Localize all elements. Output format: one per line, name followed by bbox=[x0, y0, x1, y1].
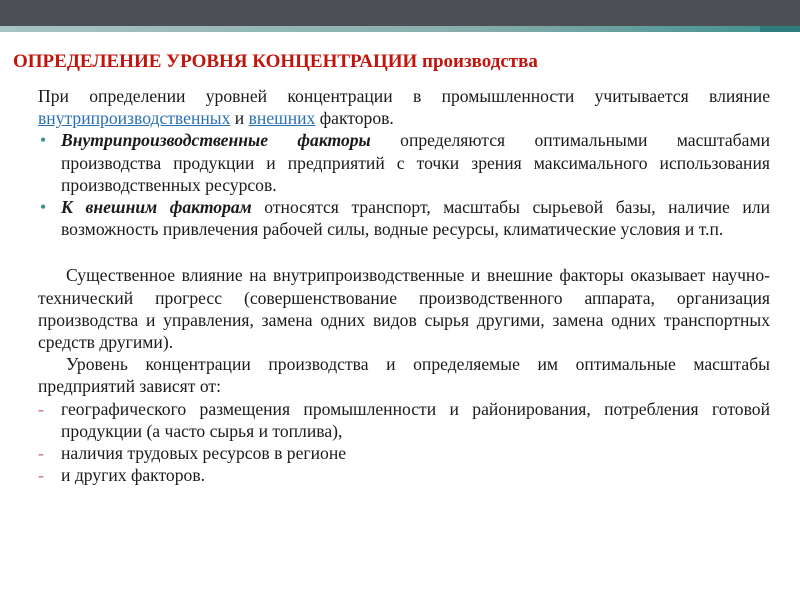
bullet-bold-term: Внутрипроизводственные факторы bbox=[61, 130, 371, 151]
dash-marker-icon: - bbox=[38, 398, 44, 419]
bullet-item bbox=[38, 129, 770, 196]
spacer bbox=[38, 240, 770, 264]
top-decorative-bar bbox=[0, 0, 800, 26]
intro-text-3: факторов. bbox=[315, 108, 394, 129]
bullet-item bbox=[38, 196, 770, 240]
dash-marker-icon: - bbox=[38, 465, 44, 486]
dash-item-text: географического размещения промышленности и районирования, потребления готовой продукции (а часто сырья и топлива), bbox=[61, 398, 770, 441]
bullet-text: определяются оптимальными масштабами производства продукции и предприятий с точки зрения максимального использования производственных ресурсов. bbox=[61, 130, 770, 195]
dash-item-text: и других факторов. bbox=[61, 465, 206, 486]
paragraph-progress: Существенное влияние на внутрипроизводственные и внешние факторы оказывает научно-технический прогресс (совершенствование производственного аппарата, организация производства и управления, замена одних видов сырья другими, замена одних транспортных средств другими). bbox=[38, 265, 770, 353]
dash-marker-icon: - bbox=[38, 443, 44, 464]
intro-paragraph bbox=[38, 85, 770, 129]
intro-text-1: При определении уровней концентрации в промышленности учитывается влияние bbox=[38, 86, 770, 106]
bullet-text: относятся транспорт, масштабы сырьевой базы, наличие или возможность привлечения рабочей силы, водные ресурсы, климатические условия и т.п. bbox=[61, 197, 770, 240]
bullet-dot-icon: • bbox=[40, 197, 47, 218]
dash-list-item bbox=[38, 442, 770, 464]
intro-text-2: и bbox=[230, 108, 249, 129]
slide-title-caps: ОПРЕДЕЛЕНИЕ УРОВНЯ КОНЦЕНТРАЦИИ bbox=[13, 51, 418, 72]
slide-title bbox=[13, 51, 538, 73]
link-external-factors[interactable]: внешних bbox=[248, 108, 316, 129]
dash-list-item bbox=[38, 464, 770, 486]
link-internal-factors[interactable]: внутрипроизводственных bbox=[38, 108, 231, 129]
bullet-bold-term: К внешним факторам bbox=[61, 197, 252, 218]
dash-list-item bbox=[38, 398, 770, 442]
accent-strip bbox=[0, 26, 800, 32]
slide-title-tail: производства bbox=[422, 51, 538, 72]
accent-strip-end bbox=[760, 26, 800, 32]
paragraph-dependence: Уровень концентрации производства и определяемые им оптимальные масштабы предприятий зависят от: bbox=[38, 354, 770, 397]
slide-body bbox=[38, 85, 770, 486]
dash-item-text: наличия трудовых ресурсов в регионе bbox=[61, 443, 347, 464]
bullet-dot-icon: • bbox=[40, 130, 47, 151]
